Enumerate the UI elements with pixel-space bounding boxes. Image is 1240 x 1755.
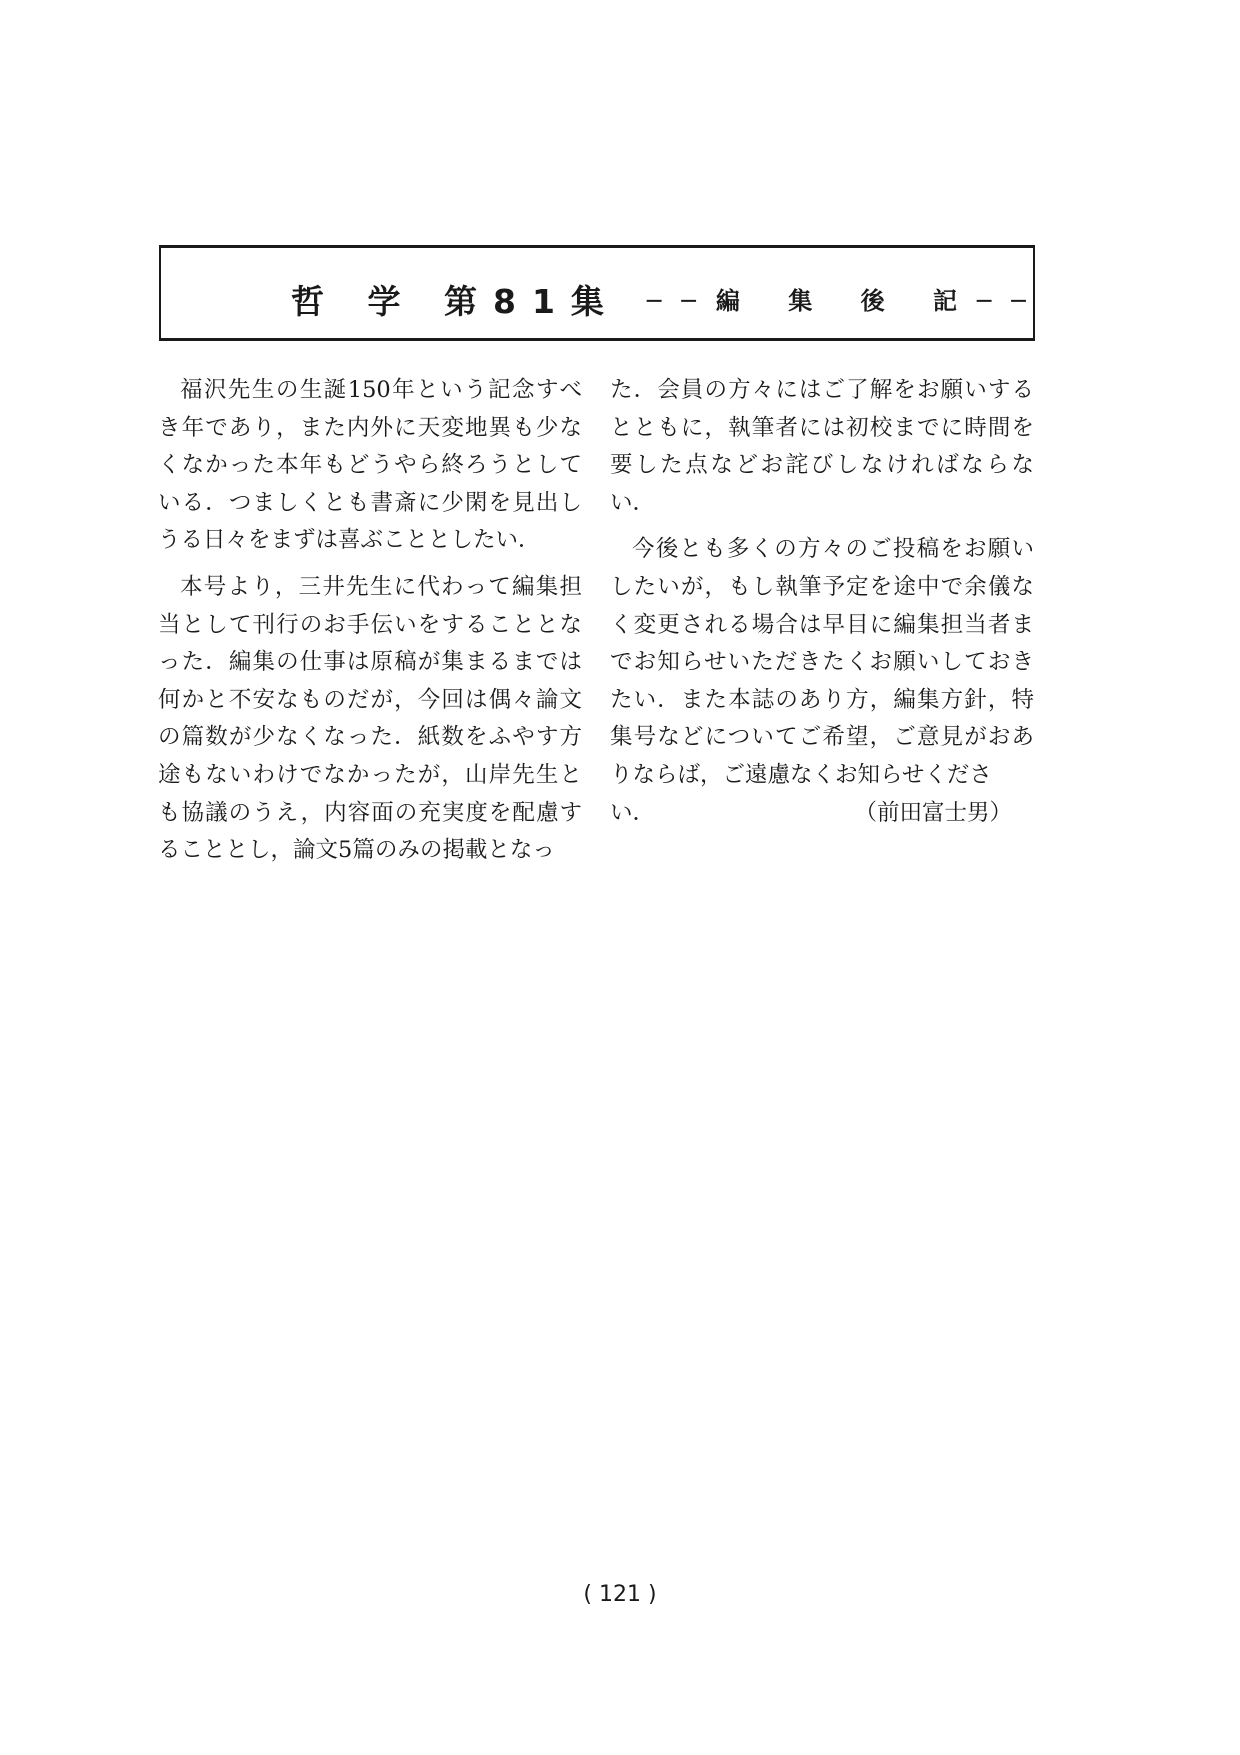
closing-line <box>610 795 1034 833</box>
closing-fragment: い． <box>610 799 656 826</box>
author-signature: （前田富士男） <box>854 799 1012 826</box>
paragraph-continuation: た．会員の方々にはご了解をお願いするとともに，執筆者には初校までに時間を要した点などお詫びしなければならない． <box>610 377 1034 516</box>
section-subtitle: ──編 集 後 記── <box>647 287 1046 315</box>
paragraph: 福沢先生の生誕150年という記念すべき年であり，また内外に天変地異も少なくなかった本年もどうやら終ろうとしている．つましくとも書斎に少閑を見出しうる日々をまずは喜ぶこととしたい． <box>158 377 582 554</box>
paragraph: 今後とも多くの方々のご投稿をお願いしたいが，もし執筆予定を途中で余儀なく変更される場合は早目に編集担当者までお知らせいただきたくお願いしておきたい．また本誌のあり方，編集方針，特集号などについてご希望，ご意見がおありならば，ご遠慮なくお知らせくださ <box>610 536 1034 788</box>
paragraph: 本号より，三井先生に代わって編集担当として刊行のお手伝いをすることとなった．編集の仕事は原稿が集まるまでは何かと不安なものだが，今回は偶々論文の篇数が少なくなった．紙数をふやす方途もないわけでなかったが，山岸先生とも協議のうえ，内容面の充実度を配慮することとし，論文5篇のみの掲載となっ <box>158 573 582 864</box>
right-column <box>610 372 1034 832</box>
title-box <box>159 245 1046 341</box>
left-column <box>158 372 582 879</box>
page-number: ( 121 ) <box>583 1582 657 1607</box>
journal-title: 哲 学 第81集 <box>291 282 620 321</box>
